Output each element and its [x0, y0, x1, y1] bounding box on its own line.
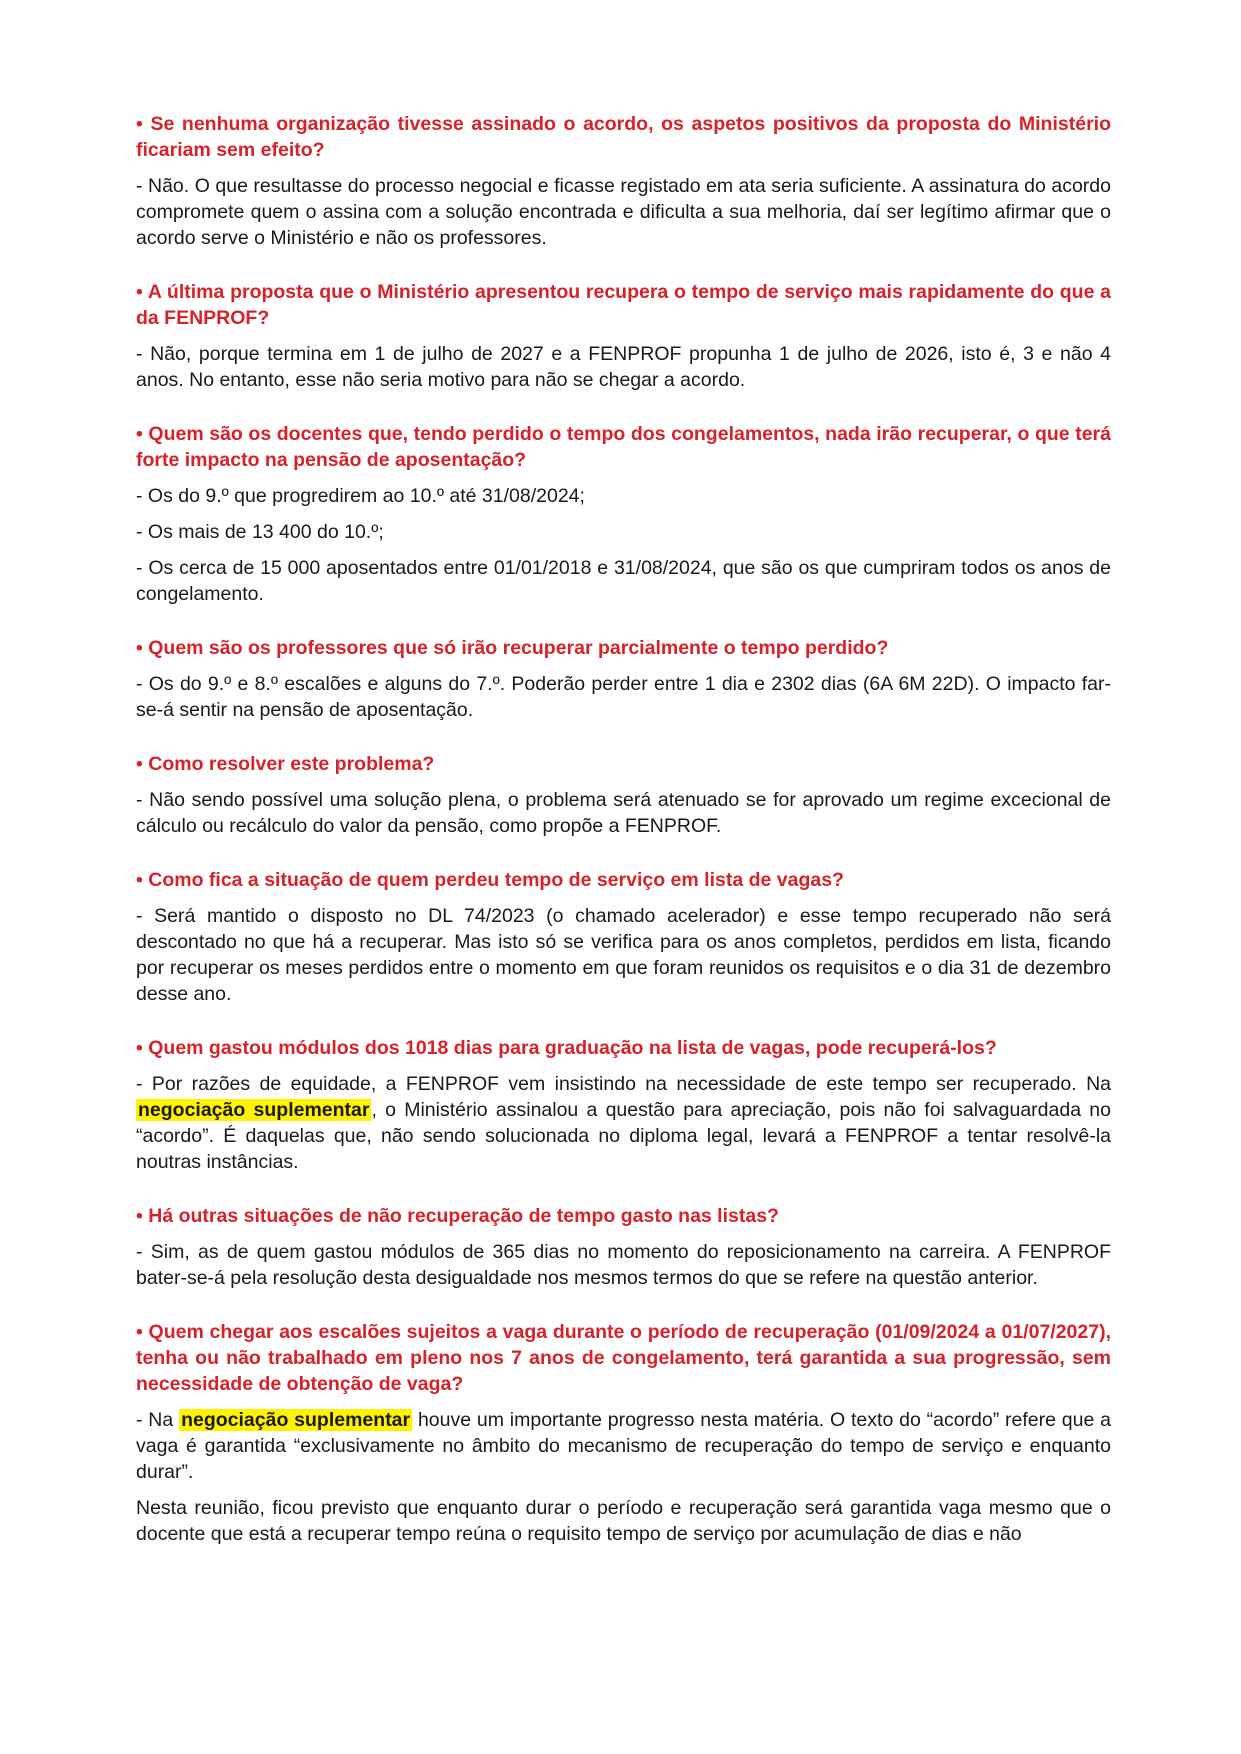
faq-item [136, 635, 1111, 723]
faq-question: • Há outras situações de não recuperação de tempo gasto nas listas? [136, 1205, 779, 1227]
faq-question: • A última proposta que o Ministério apresentou recupera o tempo de serviço mais rapidamente do que a da FENPROF? [136, 281, 1111, 329]
answer-text: - Na [136, 1409, 180, 1431]
faq-question: • Quem chegar aos escalões sujeitos a vaga durante o período de recuperação (01/09/2024 a 01/07/2027), tenha ou não trabalhado em pleno nos 7 anos de congelamento, terá garantida a sua progressão, sem necessidade de obtenção de vaga? [136, 1321, 1111, 1395]
faq-item [136, 751, 1111, 839]
faq-question: • Quem são os docentes que, tendo perdido o tempo dos congelamentos, nada irão recuperar, o que terá forte impacto na pensão de aposentação? [136, 423, 1111, 471]
faq-item [136, 421, 1111, 607]
faq-question: • Como resolver este problema? [136, 753, 435, 775]
faq-answer [136, 1407, 1111, 1485]
faq-question: • Como fica a situação de quem perdeu tempo de serviço em lista de vagas? [136, 869, 844, 891]
answer-text: , o Ministério assinalou a questão para apreciação, pois não foi salvaguardada no “acordo”. É daquelas que, não sendo solucionada no diploma legal, levará a FENPROF a tentar resolvê-la noutras instâncias. [136, 1099, 1111, 1173]
faq-item [136, 279, 1111, 393]
answer-text: houve um importante progresso nesta matéria. O texto do “acordo” refere que a vaga é garantida “exclusivamente no âmbito do mecanismo de recuperação do tempo de serviço e enquanto durar”. [136, 1409, 1111, 1483]
faq-answer: Nesta reunião, ficou previsto que enquanto durar o período e recuperação será garantida vaga mesmo que o docente que está a recuperar tempo reúna o requisito tempo de serviço por acumulação de dias e não [136, 1497, 1111, 1545]
highlighted-term: negociação suplementar [138, 1099, 370, 1121]
answer-text: - Por razões de equidade, a FENPROF vem insistindo na necessidade de este tempo ser recuperado. Na [136, 1073, 1111, 1095]
faq-item [136, 1203, 1111, 1291]
faq-question: • Quem gastou módulos dos 1018 dias para graduação na lista de vagas, pode recuperá-los? [136, 1037, 997, 1059]
faq-item [136, 867, 1111, 1007]
document-body [136, 111, 1111, 1575]
faq-answer: - Os do 9.º que progredirem ao 10.º até 31/08/2024; [136, 485, 585, 507]
faq-item [136, 1035, 1111, 1175]
faq-answer: - Será mantido o disposto no DL 74/2023 (o chamado acelerador) e esse tempo recuperado não será descontado no que há a recuperar. Mas isto só se verifica para os anos completos, perdidos em lista, ficando por recuperar os meses perdidos entre o momento em que foram reunidos os requisitos e o dia 31 de dezembro desse ano. [136, 905, 1111, 1005]
faq-answer: - Não sendo possível uma solução plena, o problema será atenuado se for aprovado um regime excecional de cálculo ou recálculo do valor da pensão, como propõe a FENPROF. [136, 789, 1111, 837]
faq-answer: - Sim, as de quem gastou módulos de 365 dias no momento do reposicionamento na carreira. A FENPROF bater-se-á pela resolução desta desigualdade nos mesmos termos do que se refere na questão anterior. [136, 1241, 1111, 1289]
faq-answer: - Não. O que resultasse do processo negocial e ficasse registado em ata seria suficiente. A assinatura do acordo compromete quem o assina com a solução encontrada e dificulta a sua melhoria, daí ser legítimo afirmar que o acordo serve o Ministério e não os professores. [136, 175, 1111, 249]
faq-answer: - Os do 9.º e 8.º escalões e alguns do 7.º. Poderão perder entre 1 dia e 2302 dias (6A 6M 22D). O impacto far-se-á sentir na pensão de aposentação. [136, 673, 1111, 721]
faq-answer: - Não, porque termina em 1 de julho de 2027 e a FENPROF propunha 1 de julho de 2026, isto é, 3 e não 4 anos. No entanto, esse não seria motivo para não se chegar a acordo. [136, 343, 1111, 391]
highlighted-term: negociação suplementar [181, 1409, 411, 1431]
faq-question: • Se nenhuma organização tivesse assinado o acordo, os aspetos positivos da proposta do Ministério ficariam sem efeito? [136, 113, 1111, 161]
faq-item [136, 111, 1111, 251]
faq-answer: - Os cerca de 15 000 aposentados entre 01/01/2018 e 31/08/2024, que são os que cumpriram todos os anos de congelamento. [136, 557, 1111, 605]
faq-question: • Quem são os professores que só irão recuperar parcialmente o tempo perdido? [136, 637, 889, 659]
faq-item [136, 1319, 1111, 1547]
faq-answer: - Os mais de 13 400 do 10.º; [136, 521, 384, 543]
faq-answer [136, 1071, 1111, 1175]
